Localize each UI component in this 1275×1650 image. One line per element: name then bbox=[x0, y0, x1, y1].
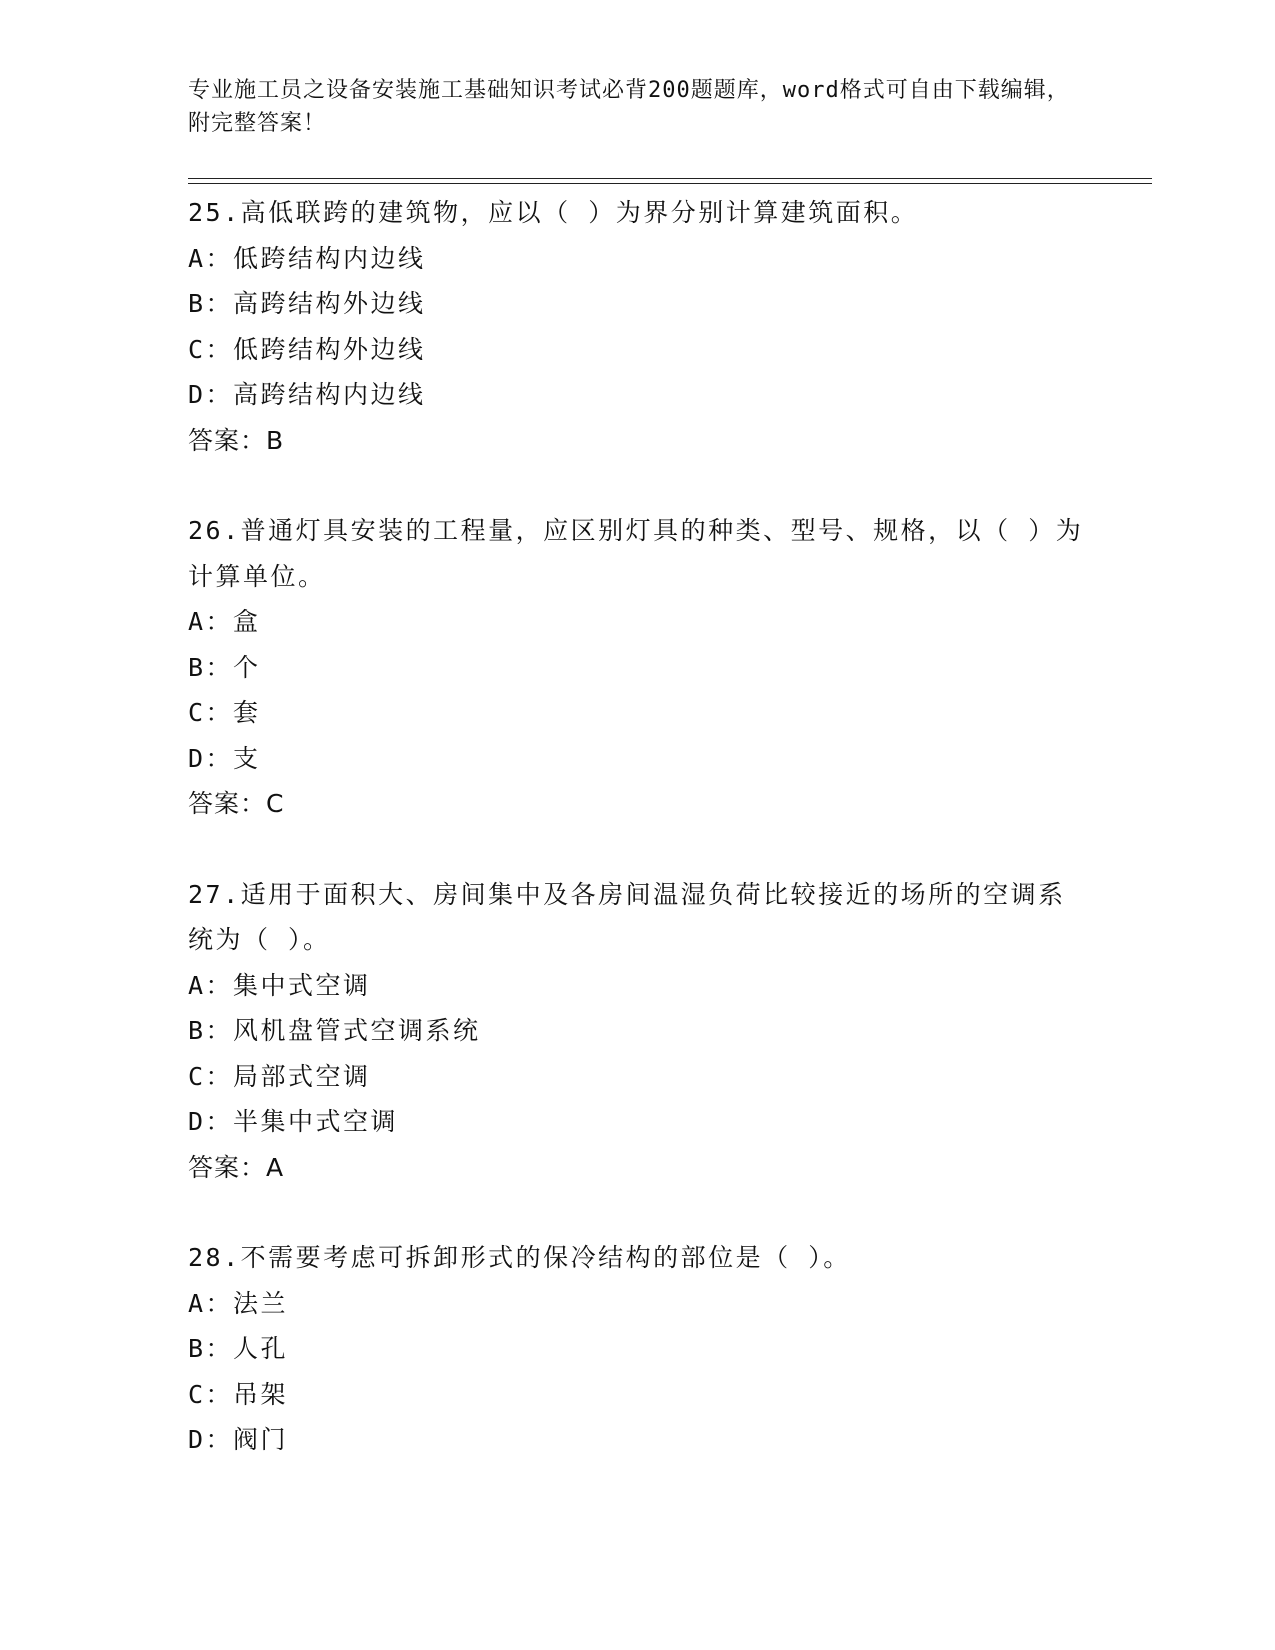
option-b: B：风机盘管式空调系统 bbox=[188, 1016, 481, 1045]
document-title: 专业施工员之设备安装施工基础知识考试必背200题题库，word格式可自由下载编辑，附完整答案！ bbox=[188, 78, 1070, 136]
option-a: A：集中式空调 bbox=[188, 970, 371, 1000]
option-d: D：高跨结构内边线 bbox=[188, 380, 426, 409]
question-25 bbox=[188, 190, 1088, 463]
question-stem: 27.适用于面积大、房间集中及各房间温湿负荷比较接近的场所的空调系统为（ ）。 bbox=[188, 879, 1066, 954]
question-list bbox=[188, 190, 1088, 1508]
option-b: B：人孔 bbox=[188, 1334, 289, 1363]
answer-line: 答案：B bbox=[188, 425, 285, 455]
answer-line: 答案：C bbox=[188, 789, 285, 818]
option-d: D：半集中式空调 bbox=[188, 1107, 399, 1136]
question-26 bbox=[188, 508, 1088, 827]
question-28 bbox=[188, 1235, 1088, 1463]
option-b: B：个 bbox=[188, 652, 261, 682]
option-c: C：局部式空调 bbox=[188, 1061, 371, 1091]
option-d: D：支 bbox=[188, 743, 261, 773]
option-b: B：高跨结构外边线 bbox=[188, 289, 426, 318]
question-27 bbox=[188, 872, 1088, 1191]
question-stem: 28.不需要考虑可拆卸形式的保冷结构的部位是（ ）。 bbox=[188, 1243, 851, 1272]
question-stem: 25.高低联跨的建筑物，应以（ ）为界分别计算建筑面积。 bbox=[188, 198, 919, 227]
option-c: C：吊架 bbox=[188, 1379, 289, 1409]
option-a: A：低跨结构内边线 bbox=[188, 243, 426, 273]
answer-line: 答案：A bbox=[188, 1152, 285, 1182]
question-stem: 26.普通灯具安装的工程量，应区别灯具的种类、型号、规格，以（ ）为计算单位。 bbox=[188, 516, 1084, 591]
header-divider-top bbox=[188, 178, 1152, 179]
header-divider-bottom bbox=[188, 183, 1152, 184]
option-d: D：阀门 bbox=[188, 1425, 289, 1454]
option-a: A：盒 bbox=[188, 607, 261, 636]
option-c: C：低跨结构外边线 bbox=[188, 334, 426, 364]
option-c: C：套 bbox=[188, 698, 261, 727]
option-a: A：法兰 bbox=[188, 1288, 289, 1318]
